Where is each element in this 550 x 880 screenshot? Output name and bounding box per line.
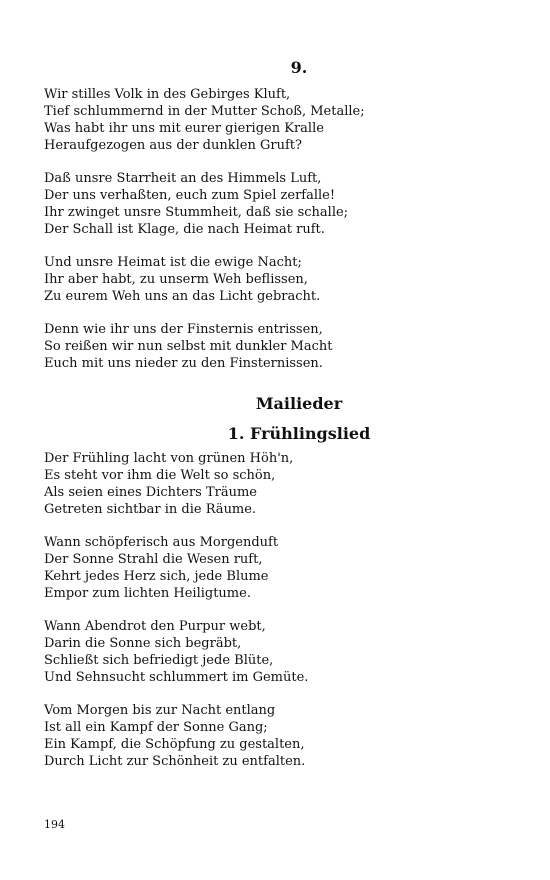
poem-title: 1. Frühlingslied (227, 424, 371, 443)
stanza (44, 254, 514, 305)
verse-line: Getreten sichtbar in die Räume. (44, 502, 257, 517)
verse-line: Heraufgezogen aus der dunklen Gruft? (44, 138, 302, 153)
verse-line: Als seien eines Dichters Träume (44, 485, 257, 500)
verse-line: Der Sonne Strahl die Wesen ruft, (44, 552, 263, 567)
verse-line: Es steht vor ihm die Welt so schön, (44, 468, 276, 483)
verse-line: Der uns verhaßten, euch zum Spiel zerfalle! (44, 188, 336, 203)
stanza (44, 170, 514, 238)
stanza (44, 702, 514, 770)
verse-line: Ihr zwinget unsre Stummheit, daß sie schalle; (44, 205, 349, 220)
stanza (44, 534, 514, 602)
poem-9 (44, 86, 514, 372)
verse-line: Empor zum lichten Heiligtume. (44, 586, 251, 601)
verse-line: Ist all ein Kampf der Sonne Gang; (44, 720, 268, 735)
verse-line: Wann schöpferisch aus Morgenduft (44, 535, 279, 550)
page-content (44, 58, 514, 786)
verse-line: Was habt ihr uns mit eurer gierigen Kralle (44, 121, 324, 136)
poem-fruehlingslied (44, 450, 514, 770)
verse-line: Wir stilles Volk in des Gebirges Kluft, (44, 87, 291, 102)
verse-line: Der Frühling lacht von grünen Höh'n, (44, 451, 294, 466)
page-number: 194 (44, 818, 65, 831)
verse-line: Ihr aber habt, zu unserm Weh beflissen, (44, 272, 308, 287)
verse-line: So reißen wir nun selbst mit dunkler Macht (44, 339, 333, 354)
verse-line: Ein Kampf, die Schöpfung zu gestalten, (44, 737, 305, 752)
verse-line: Durch Licht zur Schönheit zu entfalten. (44, 754, 306, 769)
verse-line: Vom Morgen bis zur Nacht entlang (44, 703, 276, 718)
verse-line: Zu eurem Weh uns an das Licht gebracht. (44, 289, 321, 304)
verse-line: Darin die Sonne sich begräbt, (44, 636, 242, 651)
verse-line: Tief schlummernd in der Mutter Schoß, Metalle; (44, 104, 365, 119)
section-number: 9. (290, 58, 308, 77)
verse-line: Und Sehnsucht schlummert im Gemüte. (44, 670, 309, 685)
verse-line: Wann Abendrot den Purpur webt, (44, 619, 266, 634)
stanza (44, 86, 514, 154)
stanza (44, 450, 514, 518)
stanza (44, 618, 514, 686)
stanza (44, 321, 514, 372)
verse-line: Daß unsre Starrheit an des Himmels Luft, (44, 171, 322, 186)
verse-line: Denn wie ihr uns der Finsternis entrissen, (44, 322, 323, 337)
verse-line: Der Schall ist Klage, die nach Heimat ruft. (44, 222, 325, 237)
cycle-title: Mailieder (255, 394, 343, 413)
verse-line: Schließt sich befriedigt jede Blüte, (44, 653, 274, 668)
verse-line: Euch mit uns nieder zu den Finsternissen. (44, 356, 323, 371)
verse-line: Kehrt jedes Herz sich, jede Blume (44, 569, 269, 584)
verse-line: Und unsre Heimat ist die ewige Nacht; (44, 255, 302, 270)
